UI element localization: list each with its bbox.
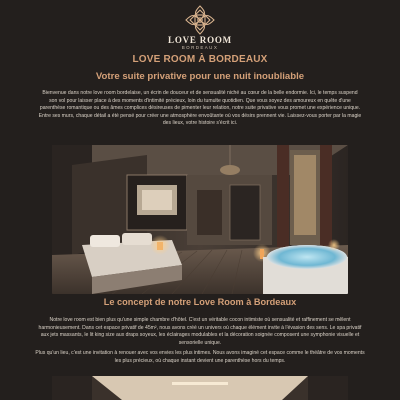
brand-name[interactable]: LOVE ROOM [168, 35, 232, 45]
page-subtitle: Votre suite privative pour une nuit inoubliable [95, 71, 305, 82]
suite-photo-partial [52, 376, 348, 400]
concept-section-title: Le concept de notre Love Room à Bordeaux [103, 297, 297, 307]
site-header [0, 0, 400, 56]
intro-paragraph: Bienvenue dans notre love room bordelaise, un écrin de douceur et de sensualité niché au cœur de la belle endormie. Ici, le temps suspend son vol pour laisser place à des moments d'intimité précieux, loin du tumulte quotidien. Que vous soyez des amoureux en quête d'une parenthèse romantique ou des âmes complices désireuses de pimenter leur relation, notre suite privative vous promet une expérience unique. Entre ses murs, chaque détail a été pensé pour créer une atmosphère envoûtante où vos désirs prennent vie. Laissez-vous porter par la magie des lieux, votre histoire s'écrit ici. [38, 90, 362, 127]
ornament-logo-icon[interactable] [184, 4, 216, 36]
second-suite-photo [52, 376, 348, 400]
concept-paragraph-2: Plus qu'un lieu, c'est une invitation à renouer avec vos envies les plus intimes. Nous avons imaginé cet espace comme le théâtre de vos moments les plus précieux, où chaque instant devient une parenthèse hors du temps. [35, 350, 365, 364]
love-room-suite-photo [52, 145, 348, 294]
page-title: LOVE ROOM À BORDEAUX [132, 54, 268, 65]
suite-illustration [52, 145, 348, 294]
brand-location: BORDEAUX [181, 45, 219, 50]
concept-paragraph-1: Notre love room est bien plus qu'une simple chambre d'hôtel. C'est un véritable cocon intimiste où sensualité et raffinement se mêlent harmonieusement. Dans cet espace privatif de 45m², nous avons créé un univers où chaque élément invite à l'évasion des sens. Le spa privatif aux jets massants, le lit king size aux draps soyeux, les éclairages modulables et la décoration soignée composent une symphonie visuelle et sensorielle unique. [38, 317, 362, 346]
